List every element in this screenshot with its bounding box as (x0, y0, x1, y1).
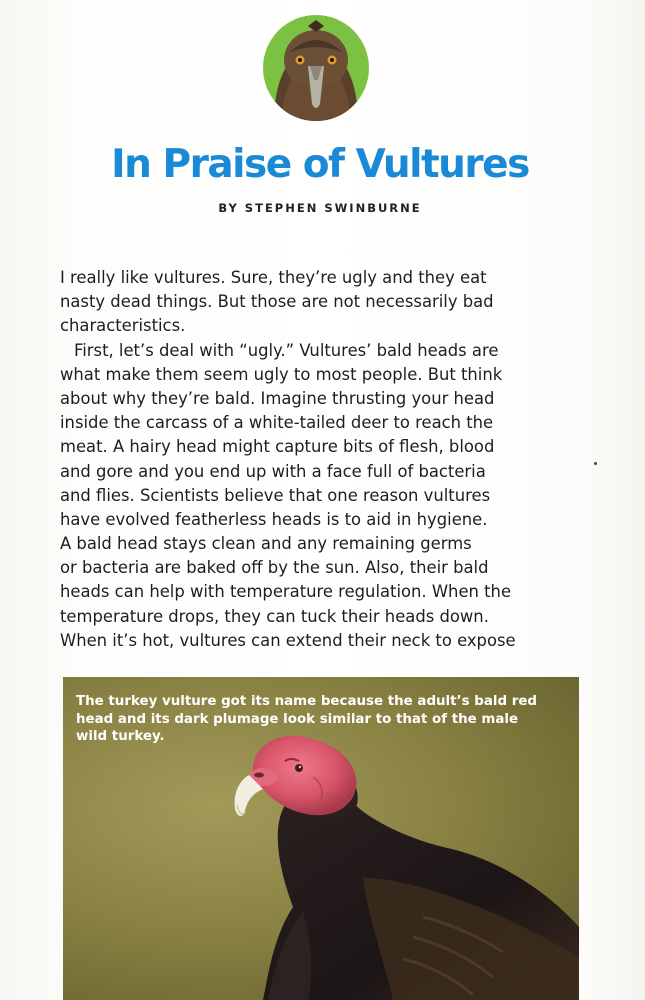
body-line: nasty dead things. But those are not necessarily bad (60, 292, 494, 312)
body-line: inside the carcass of a white-tailed deer to reach the (60, 413, 494, 433)
body-line: First, let’s deal with “ugly.” Vultures’ bald heads are (74, 340, 499, 360)
body-line: about why they’re bald. Imagine thrusting your head (60, 388, 495, 408)
caption-line: wild turkey. (76, 729, 165, 744)
body-line: temperature drops, they can tuck their heads down. (60, 606, 489, 626)
caption-line: The turkey vulture got its name because the adult’s bald red (76, 694, 537, 709)
article-body (60, 266, 600, 653)
body-line: and gore and you end up with a face full of bacteria (60, 461, 486, 481)
body-line: I really like vultures. Sure, they’re ugly and they eat (60, 268, 487, 287)
photo-caption (76, 693, 566, 746)
body-line: meat. A hairy head might capture bits of flesh, blood (60, 437, 495, 457)
byline: BY STEPHEN SWINBURNE (218, 201, 422, 215)
body-line: When it’s hot, vultures can extend their neck to expose (60, 630, 516, 650)
print-speck (594, 462, 597, 465)
body-line: A bald head stays clean and any remaining germs (60, 534, 472, 554)
caption-line: head and its dark plumage look similar to that of the male (76, 711, 519, 727)
body-line: heads can help with temperature regulation. When the (60, 582, 512, 602)
turkey-vulture-photo (63, 677, 579, 1000)
body-line: characteristics. (60, 316, 186, 336)
vulture-head-icon (260, 12, 372, 124)
body-line: have evolved featherless heads is to aid in hygiene. (60, 509, 488, 529)
body-line: what make them seem ugly to most people. But think (60, 364, 503, 384)
article-title: In Praise of Vultures (111, 142, 529, 187)
body-line: and flies. Scientists believe that one reason vultures (60, 485, 491, 505)
body-line: or bacteria are baked off by the sun. Also, their bald (60, 558, 489, 578)
